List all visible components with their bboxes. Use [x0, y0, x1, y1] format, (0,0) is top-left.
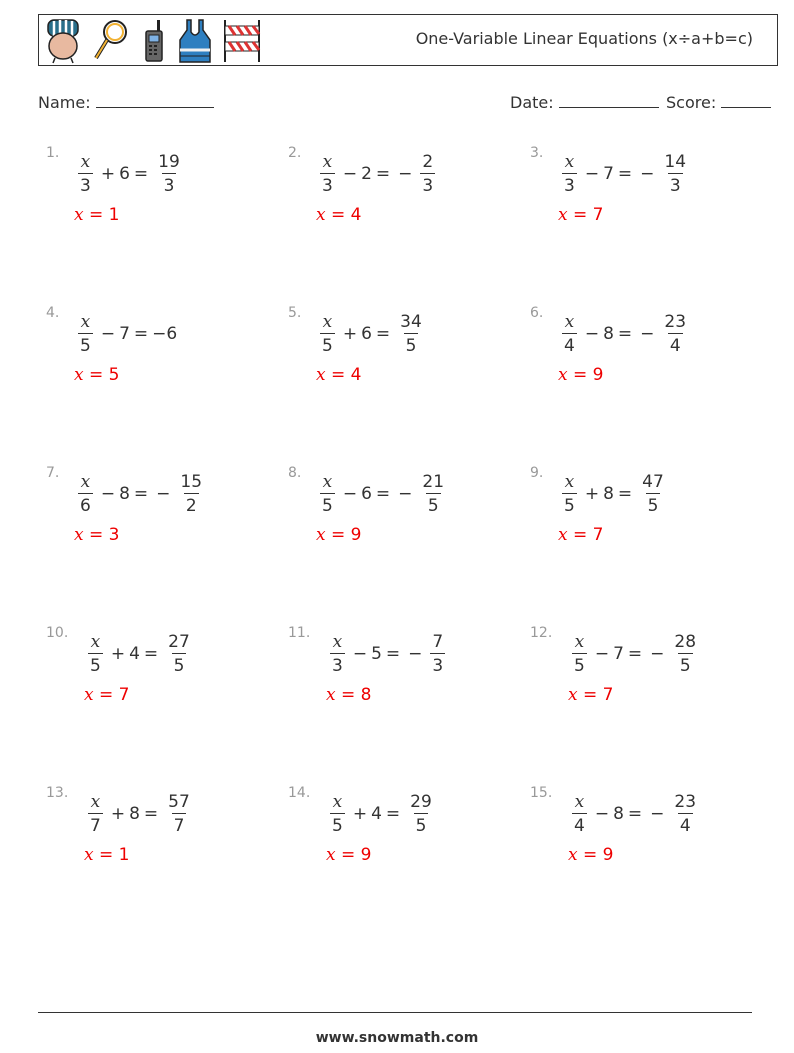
problem-item	[530, 145, 730, 265]
lhs-denominator: 7	[88, 813, 103, 837]
rhs-numerator: 21	[422, 471, 445, 492]
problem-item	[46, 785, 246, 905]
answer	[316, 205, 361, 225]
answer-value: 9	[350, 525, 362, 545]
equals-sign: =	[143, 804, 159, 824]
answer-value: 9	[602, 845, 614, 865]
variable: x	[332, 791, 343, 812]
constant-b: 8	[613, 804, 624, 824]
lhs-denominator: 6	[78, 493, 93, 517]
problem-number: 3.	[530, 145, 544, 161]
rhs-fraction	[420, 472, 446, 517]
problem-number: 1.	[46, 145, 60, 161]
answer	[558, 205, 603, 225]
equals-sign: =	[133, 324, 149, 344]
rhs-sign: −	[640, 324, 655, 344]
lhs-fraction	[330, 792, 345, 837]
answer-equals: =	[567, 365, 593, 385]
lhs-fraction	[572, 792, 587, 837]
answer-equals: =	[93, 845, 119, 865]
operator: +	[342, 324, 358, 344]
rhs-numerator: 15	[180, 471, 203, 492]
equals-sign: =	[385, 644, 401, 664]
rhs-fraction	[662, 152, 688, 197]
equation	[558, 305, 692, 363]
equation	[568, 785, 702, 843]
rhs-sign: −	[152, 324, 167, 344]
constant-b: 6	[119, 164, 130, 184]
answer-equals: =	[325, 365, 351, 385]
lhs-denominator: 5	[572, 653, 587, 677]
rhs-denominator: 3	[430, 653, 445, 677]
worksheet-title: One-Variable Linear Equations (x÷a+b=c)	[415, 29, 753, 48]
answer-variable: x	[568, 685, 578, 705]
footer-url: www.snowmath.com	[315, 1030, 479, 1046]
lhs-denominator: 5	[320, 493, 335, 517]
answer	[316, 365, 361, 385]
equals-sign: =	[375, 164, 391, 184]
equals-sign: =	[617, 484, 633, 504]
answer-variable: x	[84, 685, 94, 705]
operator: +	[584, 484, 600, 504]
answer-equals: =	[93, 685, 119, 705]
constant-b: 4	[129, 644, 140, 664]
answer-equals: =	[567, 205, 593, 225]
answer-variable: x	[568, 845, 578, 865]
equation	[84, 785, 196, 843]
operator: −	[100, 324, 116, 344]
answer-value: 4	[350, 365, 362, 385]
answer-value: 7	[592, 205, 604, 225]
answer-equals: =	[567, 525, 593, 545]
rhs-denominator: 5	[678, 653, 693, 677]
lhs-fraction	[320, 152, 335, 197]
answer-variable: x	[326, 845, 336, 865]
constant-b: 4	[371, 804, 382, 824]
answer-equals: =	[577, 845, 603, 865]
constant-b: 8	[119, 484, 130, 504]
header-icons	[43, 18, 263, 64]
rhs-numerator: 23	[674, 791, 697, 812]
prisoner-face-icon	[43, 18, 83, 64]
answer-value: 7	[592, 525, 604, 545]
operator: +	[100, 164, 116, 184]
equation	[558, 465, 670, 523]
equals-sign: =	[133, 164, 149, 184]
answer-variable: x	[558, 365, 568, 385]
operator: +	[110, 804, 126, 824]
rhs-numerator: 19	[158, 151, 180, 172]
rhs-denominator: 5	[172, 653, 187, 677]
answer	[568, 845, 613, 865]
answer-variable: x	[558, 525, 568, 545]
equals-sign: =	[143, 644, 159, 664]
rhs-denominator: 3	[420, 173, 435, 197]
rhs-denominator: 5	[414, 813, 429, 837]
answer-value: 7	[118, 685, 130, 705]
rhs-denominator: 5	[426, 493, 441, 517]
lhs-denominator: 4	[562, 333, 577, 357]
road-barrier-icon	[221, 18, 263, 64]
operator: −	[352, 644, 368, 664]
problem-item	[288, 305, 488, 425]
rhs-fraction	[672, 792, 698, 837]
problem-number: 5.	[288, 305, 302, 321]
answer	[316, 525, 361, 545]
rhs-fraction	[398, 312, 424, 357]
rhs-fraction	[420, 152, 435, 197]
rhs-numerator: 7	[432, 631, 444, 652]
equals-sign: =	[375, 324, 391, 344]
lhs-denominator: 3	[562, 173, 577, 197]
magnifying-glass-icon	[91, 18, 131, 64]
variable: x	[322, 471, 333, 492]
answer	[326, 685, 371, 705]
rhs-numerator: 34	[400, 311, 422, 332]
problem-item	[288, 625, 488, 745]
equation	[74, 145, 186, 203]
score-field[interactable]	[666, 93, 771, 112]
score-blank[interactable]	[721, 93, 771, 108]
rhs-denominator: 7	[172, 813, 187, 837]
safety-vest-icon	[177, 18, 213, 64]
problem-number: 4.	[46, 305, 60, 321]
rhs-sign: −	[398, 164, 413, 184]
rhs-numerator: 27	[168, 631, 190, 652]
problem-item	[288, 145, 488, 265]
rhs-denominator: 4	[668, 333, 683, 357]
constant-b: 5	[371, 644, 382, 664]
lhs-fraction	[562, 152, 577, 197]
constant-b: 2	[361, 164, 372, 184]
rhs-sign: −	[650, 644, 665, 664]
problem-number: 11.	[288, 625, 311, 641]
rhs-denominator: 4	[678, 813, 693, 837]
rhs-numerator: 28	[674, 631, 697, 652]
rhs-fraction	[640, 472, 666, 517]
answer-equals: =	[335, 685, 361, 705]
operator: −	[584, 324, 600, 344]
equals-sign: =	[375, 484, 391, 504]
constant-b: 8	[603, 324, 614, 344]
rhs-sign: −	[398, 484, 413, 504]
operator: −	[584, 164, 600, 184]
equation	[568, 625, 702, 683]
answer	[84, 845, 129, 865]
rhs-denominator: 2	[184, 493, 199, 517]
rhs-numerator: 57	[168, 791, 190, 812]
answer-value: 8	[360, 685, 372, 705]
variable: x	[322, 311, 333, 332]
equation	[326, 785, 438, 843]
date-field[interactable]	[510, 93, 659, 112]
problem-number: 8.	[288, 465, 302, 481]
answer-variable: x	[74, 525, 84, 545]
answer-equals: =	[83, 525, 109, 545]
lhs-denominator: 5	[88, 653, 103, 677]
rhs-denominator: 5	[646, 493, 661, 517]
problem-number: 6.	[530, 305, 544, 321]
rhs-sign: −	[640, 164, 655, 184]
equation	[558, 145, 692, 203]
constant-b: 6	[361, 484, 372, 504]
equation	[316, 305, 428, 363]
answer-value: 4	[350, 205, 362, 225]
variable: x	[80, 151, 91, 172]
answer-value: 5	[108, 365, 120, 385]
answer	[84, 685, 129, 705]
variable: x	[80, 471, 91, 492]
answer-value: 9	[592, 365, 604, 385]
problem-number: 9.	[530, 465, 544, 481]
equals-sign: =	[627, 644, 643, 664]
equals-sign: =	[617, 164, 633, 184]
answer	[558, 365, 603, 385]
answer	[74, 365, 119, 385]
answer-variable: x	[316, 205, 326, 225]
equation	[326, 625, 449, 683]
operator: −	[594, 804, 610, 824]
problem-item	[46, 625, 246, 745]
date-blank[interactable]	[559, 93, 659, 108]
rhs-numerator: 23	[664, 311, 687, 332]
lhs-fraction	[562, 312, 577, 357]
rhs-fraction	[662, 312, 688, 357]
problem-number: 15.	[530, 785, 553, 801]
rhs-fraction	[408, 792, 434, 837]
lhs-fraction	[78, 152, 93, 197]
rhs-numerator: 29	[410, 791, 432, 812]
name-field[interactable]	[38, 93, 214, 112]
equals-sign: =	[385, 804, 401, 824]
rhs-fraction	[178, 472, 204, 517]
problem-item	[530, 625, 730, 745]
variable: x	[564, 471, 575, 492]
rhs-denominator: 3	[162, 173, 177, 197]
variable: x	[564, 311, 575, 332]
rhs-fraction	[166, 632, 192, 677]
variable: x	[574, 791, 585, 812]
lhs-fraction	[78, 472, 93, 517]
lhs-denominator: 3	[320, 173, 335, 197]
operator: −	[342, 484, 358, 504]
problem-item	[288, 785, 488, 905]
answer-equals: =	[83, 205, 109, 225]
problem-item	[530, 465, 730, 585]
lhs-fraction	[88, 632, 103, 677]
answer-value: 1	[108, 205, 120, 225]
rhs-numerator: 2	[422, 151, 434, 172]
equals-sign: =	[627, 804, 643, 824]
worksheet-header	[38, 14, 778, 66]
lhs-fraction	[78, 312, 93, 357]
rhs-sign: −	[650, 804, 665, 824]
problem-item	[530, 305, 730, 425]
variable: x	[90, 631, 101, 652]
answer-variable: x	[316, 365, 326, 385]
rhs-numerator: 14	[664, 151, 687, 172]
answer-variable: x	[74, 205, 84, 225]
equation	[84, 625, 196, 683]
operator: +	[352, 804, 368, 824]
problem-item	[288, 465, 488, 585]
lhs-fraction	[330, 632, 345, 677]
operator: +	[110, 644, 126, 664]
answer-value: 9	[360, 845, 372, 865]
lhs-denominator: 3	[330, 653, 345, 677]
problem-number: 7.	[46, 465, 60, 481]
answer-equals: =	[577, 685, 603, 705]
lhs-fraction	[88, 792, 103, 837]
answer-variable: x	[316, 525, 326, 545]
answer-value: 7	[602, 685, 614, 705]
operator: −	[594, 644, 610, 664]
date-label: Date:	[510, 93, 554, 112]
answer	[74, 205, 119, 225]
footer-divider	[38, 1012, 752, 1013]
problem-item	[46, 145, 246, 265]
lhs-denominator: 5	[320, 333, 335, 357]
rhs-fraction	[166, 792, 192, 837]
rhs-denominator: 5	[404, 333, 419, 357]
variable: x	[322, 151, 333, 172]
score-label: Score:	[666, 93, 717, 112]
constant-b: 8	[603, 484, 614, 504]
variable: x	[90, 791, 101, 812]
answer	[558, 525, 603, 545]
problem-number: 2.	[288, 145, 302, 161]
problem-number: 10.	[46, 625, 69, 641]
answer-value: 3	[108, 525, 120, 545]
rhs-sign: −	[408, 644, 423, 664]
rhs-denominator: 3	[668, 173, 683, 197]
constant-b: 7	[603, 164, 614, 184]
answer-equals: =	[335, 845, 361, 865]
operator: −	[100, 484, 116, 504]
lhs-fraction	[572, 632, 587, 677]
equals-sign: =	[617, 324, 633, 344]
equation	[74, 305, 177, 363]
lhs-denominator: 3	[78, 173, 93, 197]
operator: −	[342, 164, 358, 184]
lhs-denominator: 5	[330, 813, 345, 837]
variable: x	[574, 631, 585, 652]
lhs-denominator: 5	[562, 493, 577, 517]
equation	[74, 465, 208, 523]
answer-variable: x	[84, 845, 94, 865]
problem-number: 13.	[46, 785, 69, 801]
constant-b: 6	[361, 324, 372, 344]
constant-b: 7	[119, 324, 130, 344]
variable: x	[80, 311, 91, 332]
rhs-numerator: 47	[642, 471, 664, 492]
answer-variable: x	[558, 205, 568, 225]
problem-item	[46, 465, 246, 585]
lhs-fraction	[320, 472, 335, 517]
problem-number: 12.	[530, 625, 553, 641]
lhs-denominator: 5	[78, 333, 93, 357]
equation	[316, 145, 439, 203]
name-label: Name:	[38, 93, 91, 112]
answer	[326, 845, 371, 865]
walkie-talkie-icon	[139, 18, 169, 64]
rhs-fraction	[430, 632, 445, 677]
answer	[568, 685, 613, 705]
name-blank[interactable]	[96, 93, 214, 108]
problem-item	[530, 785, 730, 905]
rhs-value: 6	[166, 324, 178, 344]
answer-equals: =	[83, 365, 109, 385]
problem-number: 14.	[288, 785, 311, 801]
rhs-fraction	[672, 632, 698, 677]
lhs-fraction	[562, 472, 577, 517]
equals-sign: =	[133, 484, 149, 504]
variable: x	[564, 151, 575, 172]
constant-b: 8	[129, 804, 140, 824]
answer-variable: x	[74, 365, 84, 385]
equation	[316, 465, 450, 523]
lhs-fraction	[320, 312, 335, 357]
rhs-fraction	[156, 152, 182, 197]
lhs-denominator: 4	[572, 813, 587, 837]
rhs-sign: −	[156, 484, 171, 504]
problem-item	[46, 305, 246, 425]
answer-equals: =	[325, 205, 351, 225]
answer-value: 1	[118, 845, 130, 865]
answer-equals: =	[325, 525, 351, 545]
answer-variable: x	[326, 685, 336, 705]
answer	[74, 525, 119, 545]
constant-b: 7	[613, 644, 624, 664]
variable: x	[332, 631, 343, 652]
